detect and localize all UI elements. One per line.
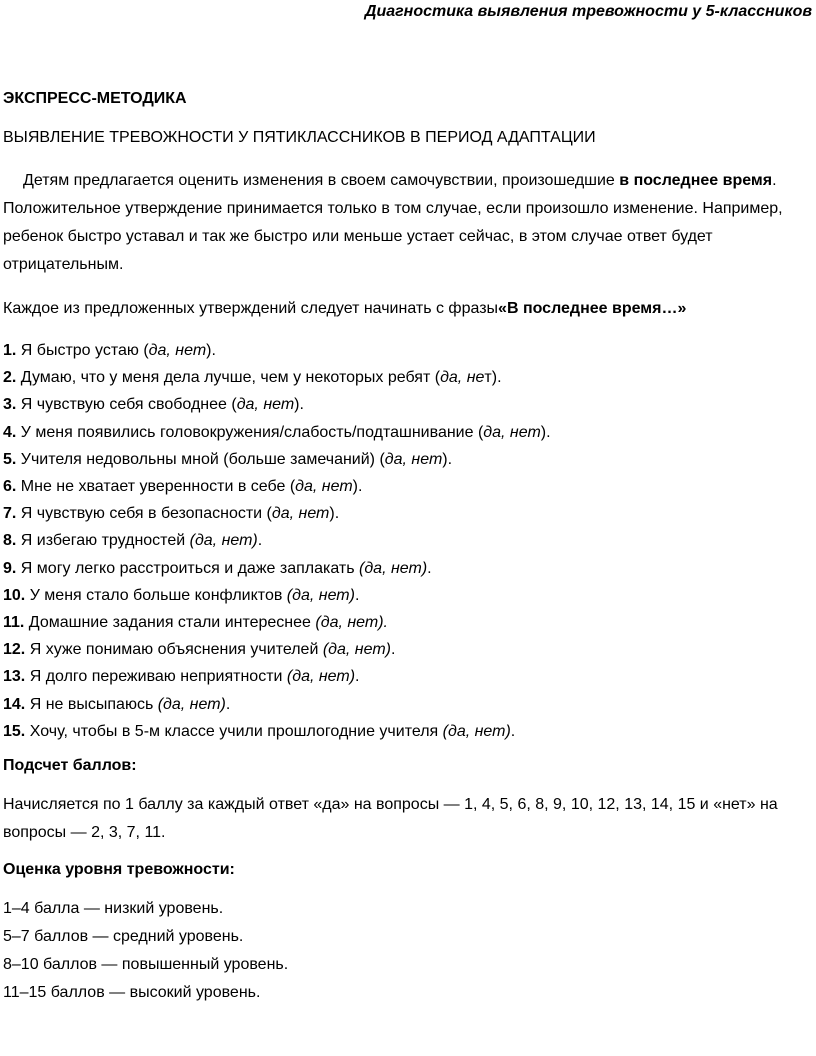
statement-text: У меня стало больше конфликтов — [25, 586, 287, 604]
statement-tail: . — [354, 586, 360, 604]
statement-tail: т). — [484, 369, 502, 387]
statement-tail: ). — [352, 478, 363, 496]
statement-tail: . — [510, 722, 516, 740]
level-item: 11–15 баллов — высокий уровень. — [3, 984, 261, 1002]
statement-text: Учителя недовольны мной (больше замечаний) ( — [16, 450, 385, 468]
statement-item — [3, 718, 813, 745]
statement-item — [3, 446, 813, 473]
statement-item — [3, 391, 813, 418]
statement-text: Домашние задания стали интереснее — [24, 614, 316, 632]
intro-text-2: . Положительное утверждение принимается только в том случае, если произошло изменение. Например, ребенок быстро уставал и так же быстро или меньше устает сейчас, в этом случае ответ будет отрицательным. — [3, 172, 783, 273]
statement-text: Хочу, чтобы в 5-м классе учили прошлогодние учителя — [25, 722, 443, 740]
statement-text: Я хуже понимаю объяснения учителей — [25, 641, 323, 659]
statement-number: 5. — [3, 450, 17, 468]
statement-number: 12. — [3, 641, 26, 659]
statement-number: 6. — [3, 478, 17, 496]
page-header: Диагностика выявления тревожности у 5-классников — [364, 3, 812, 20]
statement-list — [3, 337, 813, 745]
statement-item — [3, 364, 813, 391]
statement-answer: да, нет — [384, 450, 443, 468]
statement-answer: да, не — [440, 369, 485, 387]
level-item: 5–7 баллов — средний уровень. — [3, 928, 244, 946]
statement-item — [3, 337, 813, 364]
statement-text: Я не высыпаюсь — [25, 695, 158, 713]
statement-item — [3, 500, 813, 527]
statement-tail: . — [257, 532, 263, 550]
statement-item — [3, 582, 813, 609]
statement-tail: ). — [442, 450, 453, 468]
statement-answer: да, нет — [236, 396, 295, 414]
intro-paragraph — [3, 167, 813, 279]
intro-bold: в последнее время — [619, 172, 773, 189]
statement-number: 14. — [3, 695, 26, 713]
statement-item — [3, 691, 813, 718]
statement-number: 13. — [3, 668, 26, 686]
statement-answer: (да, нет) — [442, 722, 511, 740]
level-item: 8–10 баллов — повышенный уровень. — [3, 956, 289, 974]
statement-number: 10. — [3, 586, 26, 604]
statement-item — [3, 555, 813, 582]
lead-text: Каждое из предложенных утверждений следует начинать с фразы — [3, 300, 499, 317]
scoring-heading: Подсчет баллов: — [3, 757, 137, 775]
statement-text: Я могу легко расстроиться и даже заплакать — [16, 559, 359, 577]
statement-number: 15. — [3, 722, 26, 740]
statement-number: 7. — [3, 505, 17, 523]
statement-answer: (да, нет) — [359, 559, 428, 577]
statement-item — [3, 663, 813, 690]
document-title: ЭКСПРЕСС-МЕТОДИКА — [3, 90, 187, 107]
statement-text: Думаю, что у меня дела лучше, чем у некоторых ребят ( — [16, 369, 441, 387]
levels-heading: Оценка уровня тревожности: — [3, 861, 235, 879]
statement-tail: ). — [540, 423, 551, 441]
statement-number: 8. — [3, 532, 17, 550]
statement-tail: ). — [294, 396, 304, 414]
statement-text: У меня появились головокружения/слабость/подташнивание ( — [16, 423, 484, 441]
statement-answer: да, нет — [295, 478, 353, 496]
statement-tail: . — [355, 668, 360, 686]
statement-item — [3, 527, 813, 554]
statement-tail: ). — [329, 505, 340, 523]
statement-answer: да, нет — [148, 342, 207, 359]
statement-number: 3. — [3, 396, 17, 414]
level-item: 1–4 балла — низкий уровень. — [3, 900, 224, 918]
statement-number: 4. — [3, 423, 17, 441]
lead-bold: «В последнее время…» — [498, 300, 687, 317]
statement-number: 9. — [3, 559, 17, 577]
statement-answer: (да, нет) — [286, 586, 355, 604]
statement-tail: . — [427, 559, 432, 577]
statement-number: 11. — [3, 614, 25, 632]
statement-tail: . — [225, 695, 231, 713]
statement-text: Я быстро устаю ( — [16, 342, 149, 359]
statement-text: Я чувствую себя свободнее ( — [16, 396, 237, 414]
statement-answer: (да, нет) — [189, 532, 258, 550]
statement-item — [3, 419, 813, 446]
statement-tail: ). — [206, 342, 216, 359]
statement-answer: да, нет — [483, 423, 541, 441]
statement-item — [3, 473, 813, 500]
statement-item — [3, 636, 813, 663]
statement-answer: да, нет — [271, 505, 330, 523]
statement-number: 2. — [3, 369, 17, 387]
scoring-text: Начисляется по 1 баллу за каждый ответ «да» на вопросы — 1, 4, 5, 6, 8, 9, 10, 12, 13, 14, 15 и «нет» на вопросы — 2, 3, 7, 11. — [3, 796, 778, 842]
statement-answer: (да, нет). — [315, 614, 388, 632]
statement-answer: (да, нет) — [157, 695, 226, 713]
statement-item — [3, 609, 813, 636]
statement-text: Я чувствую себя в безопасности ( — [16, 505, 272, 523]
document-body — [3, 90, 813, 1007]
intro-text-1: Детям предлагается оценить изменения в своем самочувствии, произошедшие — [23, 172, 620, 189]
statement-answer: (да, нет) — [322, 641, 391, 659]
statement-text: Мне не хватает уверенности в себе ( — [16, 478, 296, 496]
levels-list — [3, 895, 813, 1007]
statement-tail: . — [390, 641, 396, 659]
statement-text: Я долго переживаю неприятности — [25, 668, 287, 686]
statement-text: Я избегаю трудностей — [16, 532, 190, 550]
document-subtitle: ВЫЯВЛЕНИЕ ТРЕВОЖНОСТИ У ПЯТИКЛАССНИКОВ В ПЕРИОД АДАПТАЦИИ — [3, 129, 596, 146]
lead-paragraph — [3, 295, 813, 323]
statement-number: 1. — [3, 342, 17, 359]
statement-answer: (да, нет) — [286, 668, 356, 686]
